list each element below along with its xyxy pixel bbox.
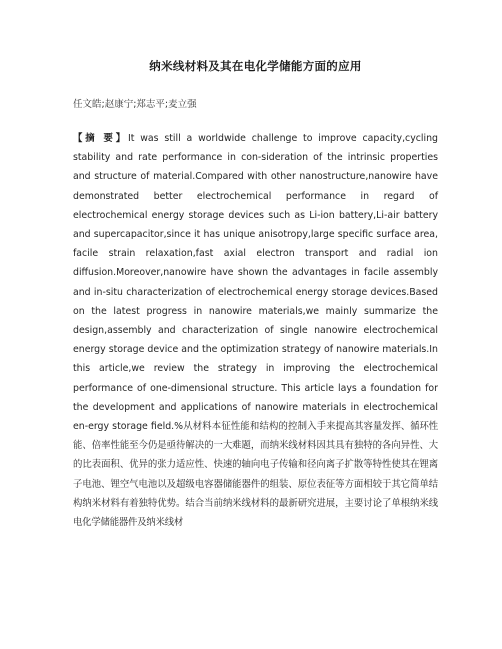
paper-title: 纳米线材料及其在电化学储能方面的应用 [149,59,362,73]
paper-authors: 任文皓;赵康宁;郑志平;麦立强 [73,99,197,110]
abstract-paragraph [73,129,438,532]
abstract-chinese-text: 来提高其容量发挥、循环性能、倍率性能至今仍是亟待解决的一大难题，而纳米线材料因其具有独特的各向异性、大的比表面积、优异的张力适应性、快速的轴向电子传输和径向离子扩散等特性使其在锂离子电池、锂空气电池以及超级电容器储能器件的组装、原位表征等方面相较于其它简单结构纳米材料有着独特优势。结合当前纳米线材料的最新研究进展，主要讨论了单根纳米线电化学储能器件及纳米线材 [73,421,438,529]
abstract-label: 【摘 要】 [73,133,128,144]
abstract-english-text: It was still a worldwide challenge to improve capacity,cycling stability and rate performance in con-sideration of the intrinsic properties and structure of material.Compared with other nanostructure,nanowire have demonstrated better electrochemical performance in regard of electrochemical energy storage devices such as Li-ion battery,Li-air battery and supercapacitor,since it has unique anisotropy,large specific surface area, facile strain relaxation,fast axial electron transport and radial ion diffusion.Moreover,nanowire have shown the advantages in facile assembly and in-situ characterization of electrochemical energy storage devices.Based on the latest progress in nanowire materials,we mainly summarize the design,assembly and characterization of single nanowire electrochemical energy storage device and the optimization strategy of nanowire materials.In this article,we review the strategy in improving the electrochemical performance of one-dimensional structure. This article lays a foundation for the development and applications of nanowire materials in electrochemical en-ergy storage field.%从材料本征性能和结构的控制入手 [73,133,439,433]
